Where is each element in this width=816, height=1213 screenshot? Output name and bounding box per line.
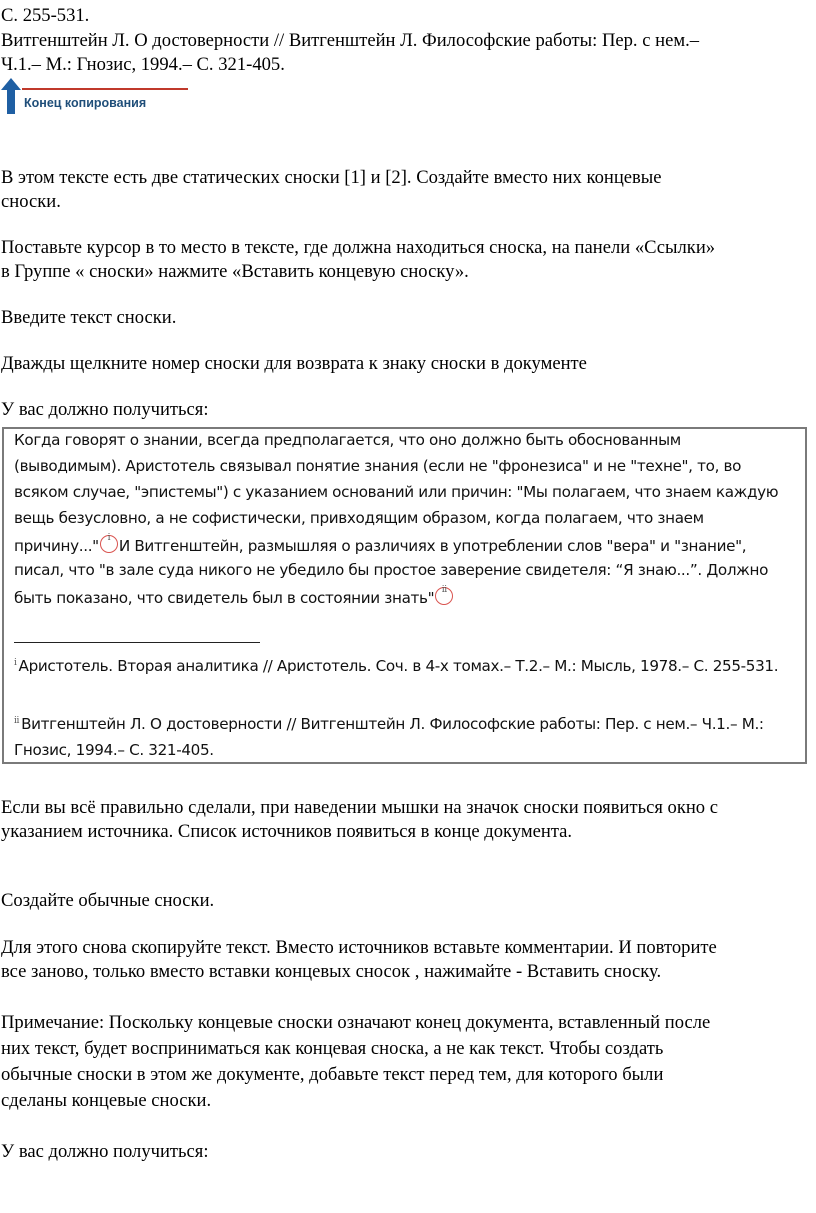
screenshot-text-line: всяком случае, "эпистемы") с указанием оснований или причин: "Мы полагаем, что знаем каждую bbox=[14, 483, 779, 501]
endnote-number: ii bbox=[14, 716, 20, 726]
paragraph-line: сноски. bbox=[1, 191, 61, 212]
screenshot-text-fragment: причину..." bbox=[14, 537, 99, 555]
screenshot-text-line: Когда говорят о знании, всегда предполагается, что оно должно быть обоснованным bbox=[14, 431, 681, 449]
paragraph-line: У вас должно получиться: bbox=[1, 1141, 209, 1162]
endnote-2-continued: Гнозис, 1994.– С. 321-405. bbox=[14, 741, 214, 759]
arrow-up-icon bbox=[0, 77, 22, 115]
paragraph-line: Создайте обычные сноски. bbox=[1, 890, 215, 911]
endnote-text: Витгенштейн Л. О достоверности // Витгенштейн Л. Философские работы: Пер. с нем.– Ч.1.– М.: bbox=[21, 715, 764, 733]
screenshot-text-line bbox=[14, 535, 746, 555]
endnote-separator bbox=[14, 642, 260, 643]
screenshot-text-line: писал, что "в зале суда никого не убедило бы простое заверение свидетеля: “Я знаю...”. Должно bbox=[14, 561, 769, 579]
endnote-marker-2[interactable] bbox=[435, 587, 453, 605]
result-screenshot bbox=[2, 427, 807, 764]
screenshot-text-fragment: быть показано, что свидетель был в состоянии знать" bbox=[14, 589, 435, 607]
endnote-marker-1[interactable] bbox=[100, 535, 118, 553]
paragraph-line: У вас должно получиться: bbox=[1, 399, 209, 420]
copy-end-line bbox=[22, 88, 188, 90]
endnote-marker-number: i bbox=[107, 533, 111, 543]
endnote-text: Аристотель. Вторая аналитика // Аристотель. Соч. в 4-х томах.– Т.2.– М.: Мысль, 1978.– С. 255-531. bbox=[18, 657, 779, 675]
screenshot-text-line: вещь безусловно, а не софистически, привходящим образом, когда полагаем, что знаем bbox=[14, 509, 704, 527]
paragraph-line: все заново, только вместо вставки концевых сносок , нажимайте - Вставить сноску. bbox=[1, 961, 662, 982]
paragraph-line: Дважды щелкните номер сноски для возврата к знаку сноски в документе bbox=[1, 353, 587, 374]
endnote-2 bbox=[14, 715, 764, 733]
endnote-1 bbox=[14, 657, 778, 675]
source-line: Витгенштейн Л. О достоверности // Витгенштейн Л. Философские работы: Пер. с нем.– bbox=[1, 30, 700, 51]
paragraph-line: Введите текст сноски. bbox=[1, 307, 177, 328]
source-line: Ч.1.– М.: Гнозис, 1994.– С. 321-405. bbox=[1, 54, 285, 75]
paragraph-line: в Группе « сноски» нажмите «Вставить концевую сноску». bbox=[1, 261, 469, 282]
screenshot-text-fragment: И Витгенштейн, размышляя о различиях в употреблении слов "вера" и "знание", bbox=[118, 537, 747, 555]
paragraph-line: Для этого снова скопируйте текст. Вместо источников вставьте комментарии. И повторите bbox=[1, 937, 717, 958]
paragraph-line: Примечание: Поскольку концевые сноски означают конец документа, вставленный после bbox=[1, 1012, 711, 1033]
paragraph-line: них текст, будет восприниматься как концевая сноска, а не как текст. Чтобы создать bbox=[1, 1038, 664, 1059]
screenshot-text-line: (выводимым). Аристотель связывал понятие знания (если не "фронезиса" и не "техне", то, во bbox=[14, 457, 742, 475]
endnote-marker-number: ii bbox=[441, 585, 447, 595]
copy-end-marker bbox=[0, 77, 200, 117]
paragraph-line: В этом тексте есть две статических сноски [1] и [2]. Создайте вместо них концевые bbox=[1, 167, 662, 188]
paragraph-line: сделаны концевые сноски. bbox=[1, 1090, 212, 1111]
paragraph-line: обычные сноски в этом же документе, добавьте текст перед тем, для которого были bbox=[1, 1064, 664, 1085]
endnote-number: i bbox=[14, 658, 17, 668]
source-line: С. 255-531. bbox=[1, 5, 90, 26]
paragraph-line: Если вы всё правильно сделали, при наведении мышки на значок сноски появиться окно с bbox=[1, 797, 719, 818]
screenshot-text-line bbox=[14, 587, 454, 607]
paragraph-line: указанием источника. Список источников появиться в конце документа. bbox=[1, 821, 573, 842]
paragraph-line: Поставьте курсор в то место в тексте, где должна находиться сноска, на панели «Ссылки» bbox=[1, 237, 716, 258]
copy-end-label: Конец копирования bbox=[24, 96, 147, 110]
